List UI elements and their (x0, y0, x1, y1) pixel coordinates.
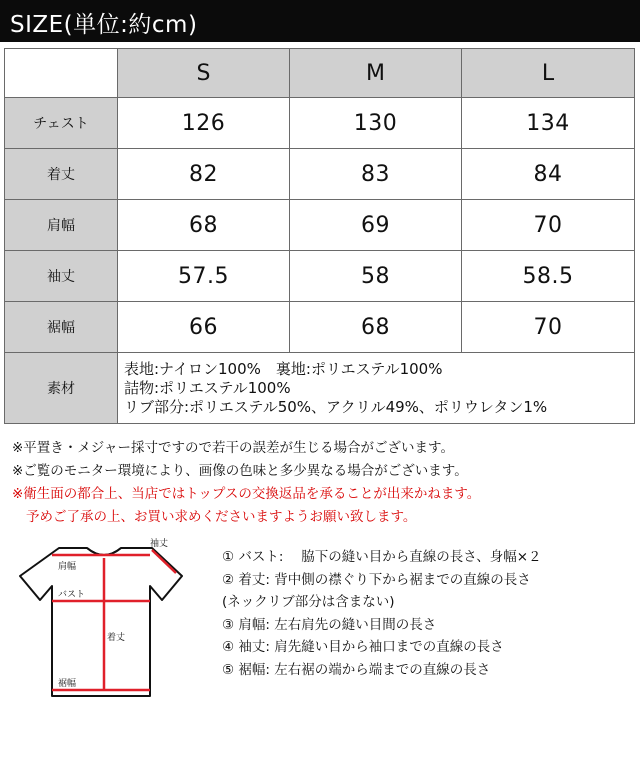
chest-m: 130 (290, 98, 462, 149)
diagram-hem-label: 裾幅 (58, 679, 77, 689)
row-label-shoulder: 肩幅 (5, 200, 118, 251)
row-label-material: 素材 (5, 353, 118, 424)
material-line: 表地:ナイロン100% 裏地:ポリエステル100% (124, 359, 443, 378)
legend-item-sleeve: ④ 袖丈: 肩先縫い目から袖口までの直線の長さ (222, 639, 504, 655)
table-row (5, 149, 635, 200)
shirt-outline (20, 548, 182, 696)
row-label-sleeve: 袖丈 (5, 251, 118, 302)
diagram-bust-label: バスト (58, 590, 86, 600)
diagram-shoulder-label: 肩幅 (58, 562, 77, 572)
note-no-returns: ※衛生面の都合上、当店ではトップスの交換返品を承ることが出来かねます。 (12, 486, 481, 502)
length-l: 84 (462, 149, 635, 200)
hem-m: 68 (290, 302, 462, 353)
note-measurement: ※平置き・メジャー採寸ですので若干の誤差が生じる場合がございます。 (12, 440, 454, 456)
hem-l: 70 (462, 302, 635, 353)
table-row (5, 200, 635, 251)
table-row (5, 98, 635, 149)
measurement-legend (222, 546, 542, 681)
row-label-hem: 裾幅 (5, 302, 118, 353)
note-acknowledge: 予めご了承の上、お買い求めくださいますようお願い致します。 (26, 509, 417, 525)
shoulder-m: 69 (290, 200, 462, 251)
sleeve-l: 58.5 (462, 251, 635, 302)
row-label-chest: チェスト (5, 98, 118, 149)
material-line: リブ部分:ポリエステル50%、アクリル49%、ポリウレタン1% (124, 397, 548, 416)
hem-s: 66 (118, 302, 290, 353)
size-m-header: M (290, 49, 462, 98)
sleeve-m: 58 (290, 251, 462, 302)
chest-s: 126 (118, 98, 290, 149)
header-title: SIZE(単位:約cm) (10, 12, 198, 38)
length-s: 82 (118, 149, 290, 200)
chest-l: 134 (462, 98, 635, 149)
measurement-diagram (12, 536, 212, 711)
legend-item-hem: ⑤ 裾幅: 左右裾の端から端までの直線の長さ (222, 661, 491, 678)
page-header (0, 0, 640, 42)
size-l-header: L (462, 49, 635, 98)
material-row (5, 353, 635, 424)
size-s-header: S (118, 49, 290, 98)
material-line: 詰物:ポリエステル100% (124, 378, 291, 397)
legend-item-shoulder: ③ 肩幅: 左右肩先の縫い目間の長さ (222, 616, 437, 633)
table-row (5, 251, 635, 302)
shoulder-s: 68 (118, 200, 290, 251)
row-label-length: 着丈 (5, 149, 118, 200)
shoulder-l: 70 (462, 200, 635, 251)
legend-item-length-note: (ネックリブ部分は含まない) (222, 594, 395, 610)
diagram-length-label: 着丈 (107, 633, 126, 643)
table-corner-cell (5, 49, 118, 98)
sleeve-s: 57.5 (118, 251, 290, 302)
length-m: 83 (290, 149, 462, 200)
material-cell (118, 353, 635, 424)
diagram-sleeve-label: 袖丈 (150, 539, 169, 549)
notes (12, 437, 480, 529)
legend-item-bust: ① バスト: 脇下の縫い目から直線の長さ、身幅×２ (222, 549, 542, 565)
size-table (4, 48, 635, 424)
size-header-row (5, 49, 635, 98)
note-monitor: ※ご覧のモニター環境により、画像の色味と多少異なる場合がございます。 (12, 463, 468, 479)
legend-item-length: ② 着丈: 背中側の襟ぐり下から裾までの直線の長さ (222, 571, 531, 588)
table-row (5, 302, 635, 353)
